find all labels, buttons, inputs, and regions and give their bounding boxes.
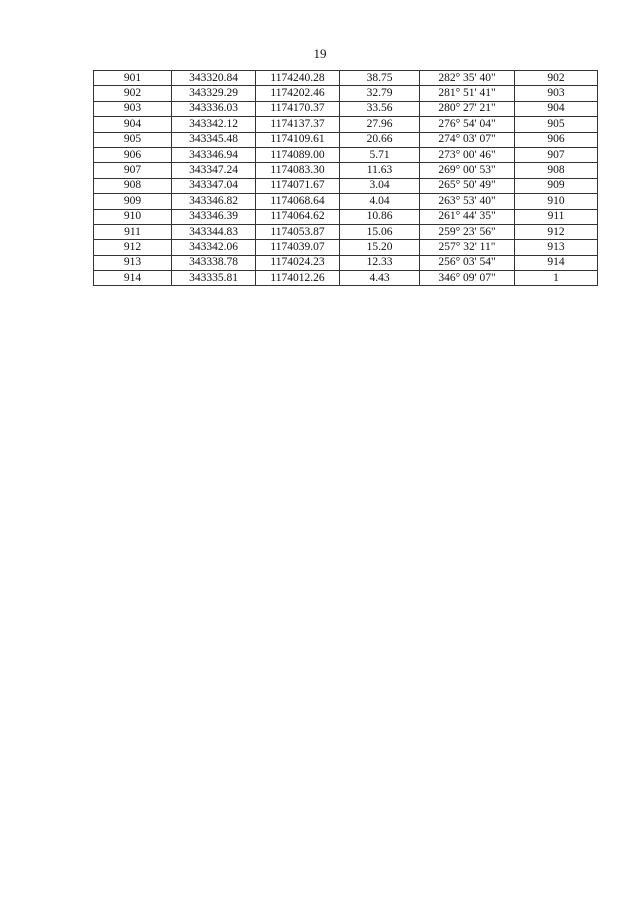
next-point-cell: 910: [515, 194, 598, 209]
point-number-cell: 910: [94, 209, 172, 224]
x-coordinate-cell: 343342.06: [172, 240, 256, 255]
next-point-cell: 906: [515, 132, 598, 147]
x-coordinate-cell: 343320.84: [172, 71, 256, 86]
table-row: [94, 132, 598, 147]
bearing-cell: 261° 44' 35": [420, 209, 515, 224]
x-coordinate-cell: 343346.39: [172, 209, 256, 224]
x-coordinate-cell: 343344.83: [172, 224, 256, 239]
point-number-cell: 905: [94, 132, 172, 147]
y-coordinate-cell: 1174137.37: [256, 117, 340, 132]
table-row: [94, 147, 598, 162]
table-row: [94, 86, 598, 101]
distance-cell: 38.75: [340, 71, 420, 86]
point-number-cell: 912: [94, 240, 172, 255]
y-coordinate-cell: 1174202.46: [256, 86, 340, 101]
distance-cell: 4.43: [340, 271, 420, 286]
coordinates-table: [93, 70, 598, 286]
point-number-cell: 903: [94, 101, 172, 116]
point-number-cell: 902: [94, 86, 172, 101]
bearing-cell: 346° 09' 07": [420, 271, 515, 286]
next-point-cell: 905: [515, 117, 598, 132]
next-point-cell: 911: [515, 209, 598, 224]
distance-cell: 11.63: [340, 163, 420, 178]
distance-cell: 12.33: [340, 255, 420, 270]
next-point-cell: 908: [515, 163, 598, 178]
y-coordinate-cell: 1174240.28: [256, 71, 340, 86]
distance-cell: 32.79: [340, 86, 420, 101]
y-coordinate-cell: 1174109.61: [256, 132, 340, 147]
bearing-cell: 276° 54' 04": [420, 117, 515, 132]
x-coordinate-cell: 343336.03: [172, 101, 256, 116]
bearing-cell: 265° 50' 49": [420, 178, 515, 193]
distance-cell: 4.04: [340, 194, 420, 209]
bearing-cell: 256° 03' 54": [420, 255, 515, 270]
next-point-cell: 907: [515, 147, 598, 162]
bearing-cell: 281° 51' 41": [420, 86, 515, 101]
x-coordinate-cell: 343338.78: [172, 255, 256, 270]
x-coordinate-cell: 343346.82: [172, 194, 256, 209]
bearing-cell: 280° 27' 21": [420, 101, 515, 116]
distance-cell: 20.66: [340, 132, 420, 147]
table-row: [94, 255, 598, 270]
table-row: [94, 178, 598, 193]
y-coordinate-cell: 1174083.30: [256, 163, 340, 178]
point-number-cell: 907: [94, 163, 172, 178]
y-coordinate-cell: 1174012.26: [256, 271, 340, 286]
y-coordinate-cell: 1174064.62: [256, 209, 340, 224]
point-number-cell: 901: [94, 71, 172, 86]
y-coordinate-cell: 1174089.00: [256, 147, 340, 162]
next-point-cell: 904: [515, 101, 598, 116]
point-number-cell: 911: [94, 224, 172, 239]
bearing-cell: 282° 35' 40": [420, 71, 515, 86]
bearing-cell: 257° 32' 11": [420, 240, 515, 255]
table-row: [94, 71, 598, 86]
x-coordinate-cell: 343342.12: [172, 117, 256, 132]
y-coordinate-cell: 1174053.87: [256, 224, 340, 239]
table-row: [94, 240, 598, 255]
bearing-cell: 263° 53' 40": [420, 194, 515, 209]
coordinates-table-body: [94, 71, 598, 286]
table-row: [94, 101, 598, 116]
distance-cell: 27.96: [340, 117, 420, 132]
point-number-cell: 908: [94, 178, 172, 193]
bearing-cell: 259° 23' 56": [420, 224, 515, 239]
next-point-cell: 909: [515, 178, 598, 193]
distance-cell: 15.20: [340, 240, 420, 255]
point-number-cell: 904: [94, 117, 172, 132]
table-row: [94, 224, 598, 239]
point-number-cell: 913: [94, 255, 172, 270]
x-coordinate-cell: 343347.24: [172, 163, 256, 178]
point-number-cell: 909: [94, 194, 172, 209]
y-coordinate-cell: 1174068.64: [256, 194, 340, 209]
x-coordinate-cell: 343347.04: [172, 178, 256, 193]
x-coordinate-cell: 343329.29: [172, 86, 256, 101]
next-point-cell: 1: [515, 271, 598, 286]
table-row: [94, 117, 598, 132]
x-coordinate-cell: 343345.48: [172, 132, 256, 147]
next-point-cell: 912: [515, 224, 598, 239]
y-coordinate-cell: 1174170.37: [256, 101, 340, 116]
table-row: [94, 163, 598, 178]
bearing-cell: 269° 00' 53": [420, 163, 515, 178]
x-coordinate-cell: 343346.94: [172, 147, 256, 162]
distance-cell: 3.04: [340, 178, 420, 193]
next-point-cell: 902: [515, 71, 598, 86]
point-number-cell: 906: [94, 147, 172, 162]
y-coordinate-cell: 1174024.23: [256, 255, 340, 270]
table-row: [94, 271, 598, 286]
distance-cell: 5.71: [340, 147, 420, 162]
point-number-cell: 914: [94, 271, 172, 286]
x-coordinate-cell: 343335.81: [172, 271, 256, 286]
distance-cell: 33.56: [340, 101, 420, 116]
y-coordinate-cell: 1174071.67: [256, 178, 340, 193]
page-number: 19: [313, 46, 327, 61]
next-point-cell: 913: [515, 240, 598, 255]
bearing-cell: 274° 03' 07": [420, 132, 515, 147]
table-row: [94, 209, 598, 224]
table-row: [94, 194, 598, 209]
next-point-cell: 903: [515, 86, 598, 101]
distance-cell: 15.06: [340, 224, 420, 239]
bearing-cell: 273° 00' 46": [420, 147, 515, 162]
distance-cell: 10.86: [340, 209, 420, 224]
next-point-cell: 914: [515, 255, 598, 270]
y-coordinate-cell: 1174039.07: [256, 240, 340, 255]
